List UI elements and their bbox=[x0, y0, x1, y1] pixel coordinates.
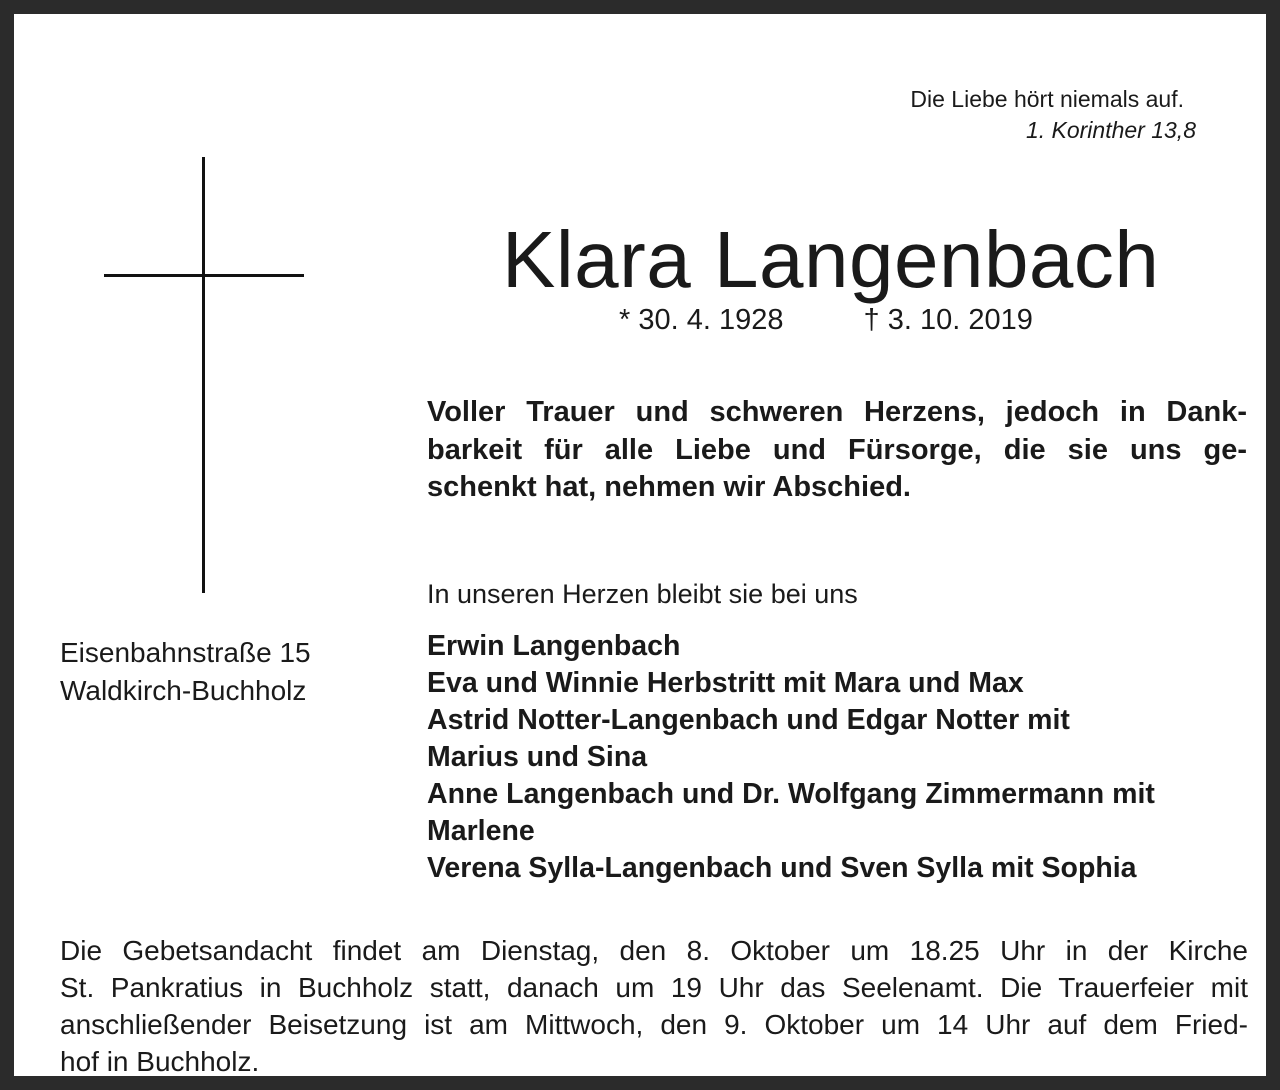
farewell-line: Voller Trauer und schweren Herzens, jedoch in Dank- bbox=[427, 396, 1247, 428]
mourner-line: Marius und Sina bbox=[427, 741, 648, 773]
bible-quote bbox=[910, 84, 1196, 146]
family-address bbox=[60, 634, 311, 710]
mourner-line: Anne Langenbach und Dr. Wolfgang Zimmermann mit bbox=[427, 778, 1155, 810]
mourners-heading: In unseren Herzen bleibt sie bei uns bbox=[427, 579, 858, 609]
birth-date: * 30. 4. 1928 bbox=[619, 304, 784, 336]
cross-icon bbox=[202, 157, 205, 593]
deceased-name: Klara Langenbach bbox=[502, 215, 1160, 304]
farewell-line: barkeit für alle Liebe und Fürsorge, die sie uns ge- bbox=[427, 433, 1247, 466]
mourner-line: Verena Sylla-Langenbach und Sven Sylla mit Sophia bbox=[427, 852, 1137, 884]
service-line: St. Pankratius in Buchholz statt, danach um 19 Uhr das Seelenamt. Die Trauerfeier mit bbox=[60, 972, 1248, 1003]
service-line: hof in Buchholz. bbox=[60, 1046, 260, 1077]
mourner-line: Eva und Winnie Herbstritt mit Mara und Max bbox=[427, 667, 1024, 699]
quote-reference: 1. Korinther 13,8 bbox=[1025, 117, 1196, 143]
address-town: Waldkirch-Buchholz bbox=[60, 675, 307, 706]
death-date: † 3. 10. 2019 bbox=[863, 304, 1033, 336]
mourner-line: Marlene bbox=[427, 815, 535, 847]
life-dates bbox=[619, 302, 1033, 338]
farewell-line: schenkt hat, nehmen wir Abschied. bbox=[427, 471, 911, 503]
service-line: anschließender Beisetzung ist am Mittwoch, den 9. Oktober um 14 Uhr auf dem Fried- bbox=[60, 1009, 1248, 1040]
service-line: Die Gebetsandacht findet am Dienstag, den 8. Oktober um 18.25 Uhr in der Kirche bbox=[60, 935, 1248, 966]
quote-text: Die Liebe hört niemals auf. bbox=[910, 86, 1184, 112]
mourners-list bbox=[427, 628, 1155, 887]
farewell-text bbox=[427, 394, 1247, 507]
cross-icon-bar bbox=[104, 274, 304, 277]
service-details bbox=[60, 932, 1248, 1080]
address-street: Eisenbahnstraße 15 bbox=[60, 637, 311, 668]
mourner-line: Astrid Notter-Langenbach und Edgar Notter mit bbox=[427, 704, 1070, 736]
mourner-line: Erwin Langenbach bbox=[427, 630, 681, 662]
